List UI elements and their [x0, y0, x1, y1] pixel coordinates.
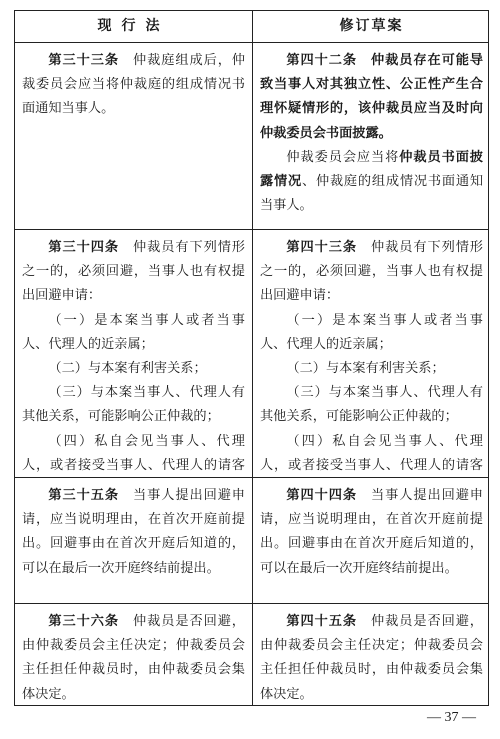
- clause-paragraph: [22, 357, 245, 381]
- row-1-draft: [260, 49, 483, 225]
- clause-text: （一）是本案当事人或者当事人、代理人的近亲属；: [260, 312, 483, 352]
- clause-paragraph: [22, 309, 245, 357]
- clause-text: 仲裁员是否回避，由仲裁委员会主任决定；仲裁委员会主任担任仲裁员时，由仲裁委员会集体决定。: [260, 614, 483, 702]
- article-number: 第三十五条: [48, 488, 119, 503]
- article-number: 第四十二条: [286, 53, 357, 68]
- page-number: — 37 —: [427, 710, 476, 725]
- clause-paragraph: [260, 309, 483, 357]
- row-4-current: [22, 610, 245, 702]
- row-divider: [15, 229, 488, 230]
- clause-paragraph: [260, 430, 483, 473]
- clause-text: （四）私自会见当事人、代理人，或者接受当事人、代理人的请客: [260, 433, 483, 473]
- clause-text: （四）私自会见当事人、代理人，或者接受当事人、代理人的请客: [22, 433, 245, 473]
- comparison-table: [14, 10, 489, 706]
- row-divider: [15, 603, 488, 604]
- article-number: 第四十五条: [286, 614, 357, 629]
- clause-paragraph: [260, 236, 483, 309]
- clause-paragraph: [260, 49, 483, 146]
- article-number: 第四十四条: [286, 488, 357, 503]
- clause-text: （一）是本案当事人或者当事人、代理人的近亲属；: [22, 312, 245, 352]
- clause-paragraph: [260, 610, 483, 702]
- row-2-current: [22, 236, 245, 473]
- clause-text: （三）与本案当事人、代理人有其他关系，可能影响公正仲裁的；: [22, 385, 245, 425]
- row-3-draft: [260, 484, 483, 599]
- row-4-draft: [260, 610, 483, 702]
- row-1-current: [22, 49, 245, 225]
- header-current-law: 现行法: [97, 18, 170, 34]
- clause-paragraph: [260, 484, 483, 581]
- row-divider: [15, 42, 488, 43]
- row-3-current: [22, 484, 245, 599]
- clause-paragraph: [22, 49, 245, 122]
- clause-paragraph: [22, 484, 245, 581]
- clause-paragraph: [22, 236, 245, 309]
- clause-paragraph: [260, 357, 483, 381]
- clause-text: 仲裁庭组成后，仲裁委员会应当将仲裁庭的组成情况书面通知当事人。: [22, 53, 245, 117]
- clause-paragraph: [22, 381, 245, 429]
- clause-text: （二）与本案有利害关系；: [48, 361, 207, 377]
- clause-text: 、仲裁庭的组成情况书面通知当事人。: [260, 174, 483, 214]
- row-2-draft: [260, 236, 483, 473]
- row-divider: [15, 477, 488, 478]
- clause-paragraph: [260, 146, 483, 219]
- article-number: 第三十六条: [48, 614, 119, 629]
- clause-text: 仲裁员书面披露情况: [260, 149, 483, 190]
- clause-text: 当事人提出回避申请，应当说明理由，在首次开庭前提出。回避事由在首次开庭后知道的，可以在最后一次开庭终结前提出。: [260, 488, 483, 576]
- article-number: 第三十四条: [48, 240, 119, 255]
- clause-text: 仲裁员有下列情形之一的，必须回避，当事人也有权提出回避申请：: [260, 240, 483, 304]
- column-divider: [252, 11, 253, 705]
- clause-paragraph: [260, 381, 483, 429]
- clause-text: 仲裁委员会应当将: [286, 149, 400, 165]
- clause-text: 当事人提出回避申请，应当说明理由，在首次开庭前提出。回避事由在首次开庭后知道的，可以在最后一次开庭终结前提出。: [22, 488, 245, 576]
- clause-text: 仲裁员存在可能导致当事人对其独立性、公正性产生合理怀疑情形的，该仲裁员应当及时向仲裁委员会书面披露。: [260, 53, 483, 141]
- clause-text: （三）与本案当事人、代理人有其他关系，可能影响公正仲裁的；: [260, 385, 483, 425]
- clause-text: （二）与本案有利害关系；: [286, 361, 445, 377]
- clause-paragraph: [22, 430, 245, 473]
- clause-text: 仲裁员是否回避，由仲裁委员会主任决定；仲裁委员会主任担任仲裁员时，由仲裁委员会集体决定。: [22, 614, 245, 702]
- article-number: 第三十三条: [48, 53, 119, 68]
- article-number: 第四十三条: [286, 240, 357, 255]
- clause-paragraph: [22, 610, 245, 702]
- clause-text: 仲裁员有下列情形之一的，必须回避，当事人也有权提出回避申请：: [22, 240, 245, 304]
- header-revised-draft: 修订草案: [339, 18, 404, 34]
